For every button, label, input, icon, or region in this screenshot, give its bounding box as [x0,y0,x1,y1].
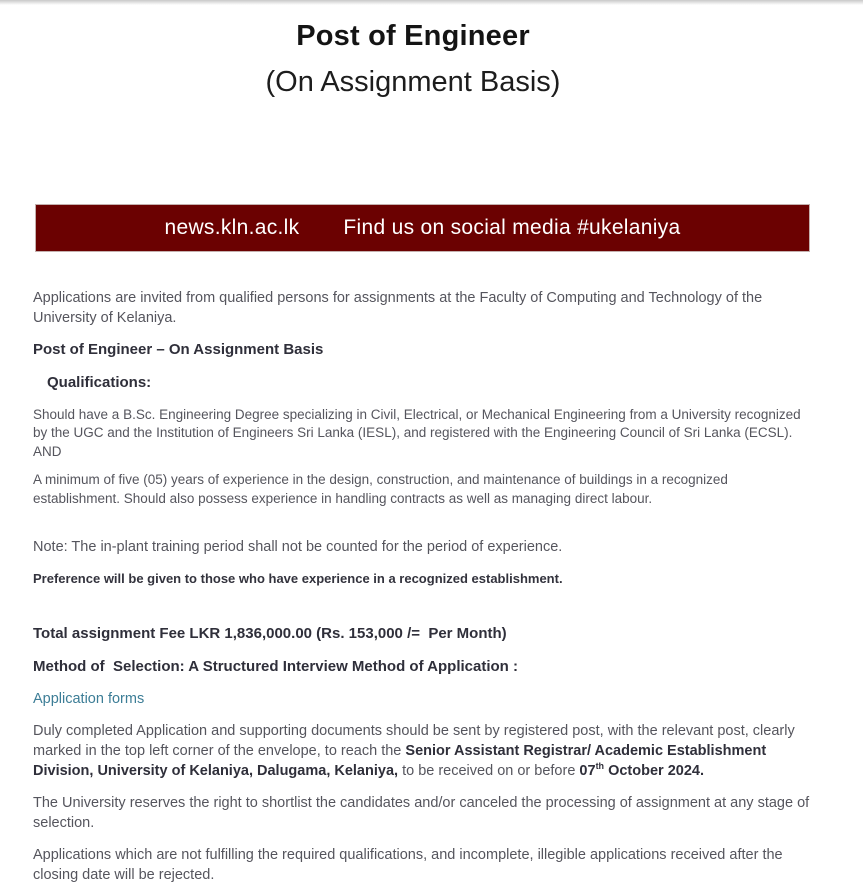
qualifications-heading: Qualifications: [47,373,152,391]
page-title: Post of Engineer [296,20,530,52]
application-forms-link[interactable]: Application forms [33,691,145,707]
deadline-rest: October 2024. [604,763,704,779]
submission-address: Senior Assistant Registrar/ Academic Establishment Division, University of Kelaniya, Dalugama, Kelaniya, [33,743,767,779]
qualification-experience: A minimum of five (05) years of experience in the design, construction, and maintenance of buildings in a recognized establishment. Should also possess experience in handling contracts as well as managing direct labour. [33,472,728,507]
announcement-body [33,288,813,885]
deadline-ordinal: th [595,761,605,772]
top-divider [0,0,863,5]
document-header [33,15,793,102]
submission-text-2: to be received on or before [398,763,580,779]
post-heading: Post of Engineer – On Assignment Basis [33,341,324,359]
submission-deadline [579,763,704,779]
application-forms-row [33,689,813,709]
qualification-degree: Should have a B.Sc. Engineering Degree specializing in Civil, Electrical, or Mechanical Engineering from a University recognized by the UGC and the Institution of Engineers Sri Lanka (IESL), and registered with the Engineering Council of Sri Lanka (ECSL). [33,406,801,441]
rejection-paragraph: Applications which are not fulfilling the required qualifications, and incomplete, illegible applications received after the closing date will be rejected. [33,847,783,883]
news-banner [35,204,810,252]
deadline-day: 07 [579,763,596,779]
preference-note: Preference will be given to those who have experience in a recognized establishment. [33,570,563,586]
submission-instructions [33,721,813,781]
banner-site-url: news.kln.ac.lk [164,216,300,240]
banner-social-text: Find us on social media #ukelaniya [343,216,681,240]
assignment-fee: Total assignment Fee LKR 1,836,000.00 (Rs. 153,000 /= Per Month) [33,624,507,642]
intro-paragraph: Applications are invited from qualified persons for assignments at the Faculty of Computing and Technology of the University of Kelaniya. [33,290,763,327]
submission-text-1: Duly completed Application and supporting documents should be sent by registered post, with the relevant post, clearly marked in the top left corner of the envelope, to reach the [33,723,795,759]
page-subtitle: (On Assignment Basis) [265,66,561,99]
note-paragraph: Note: The in-plant training period shall not be counted for the period of experience. [33,538,563,555]
qualification-conjunction: AND [33,443,62,459]
selection-method: Method of Selection: A Structured Interview Method of Application : [33,658,519,676]
shortlist-paragraph: The University reserves the right to shortlist the candidates and/or canceled the processing of assignment at any stage of selection. [33,795,810,831]
